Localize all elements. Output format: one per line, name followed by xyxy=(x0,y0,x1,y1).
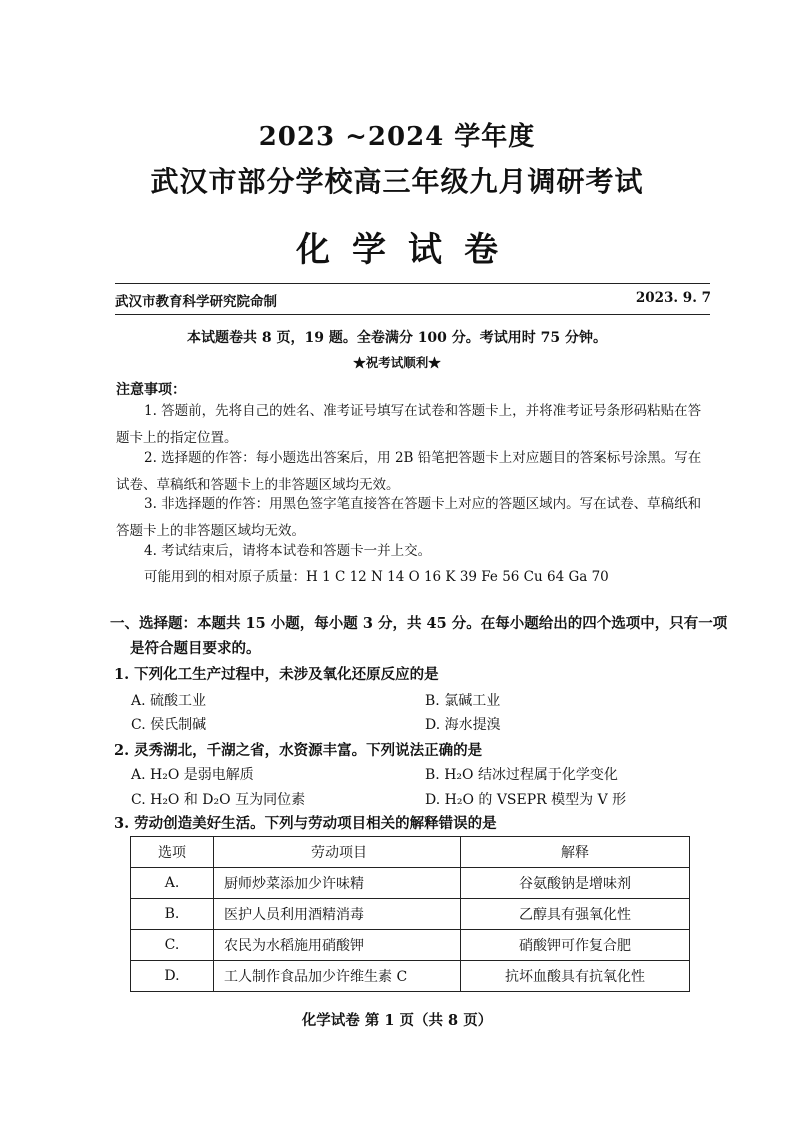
exam-date: 2023. 9. 7 xyxy=(635,290,711,306)
table-cell: B. xyxy=(131,899,214,930)
notes-title: 注意事项： xyxy=(116,382,186,398)
table-cell: 农民为水稻施用硝酸钾 xyxy=(214,930,461,961)
table-row xyxy=(131,961,690,992)
table-row xyxy=(131,930,690,961)
header-divider xyxy=(115,314,710,315)
table-cell: 工人制作食品加少许维生素 C xyxy=(214,961,461,992)
q1-option-b: B. 氯碱工业 xyxy=(425,693,501,709)
q1-option-a: A. 硫酸工业 xyxy=(131,693,207,709)
table-cell: C. xyxy=(131,930,214,961)
note-item: 4. 考试结束后，请将本试卷和答题卡一并上交。 xyxy=(144,543,432,559)
q2-option-a: A. H₂O 是弱电解质 xyxy=(131,767,254,783)
page-footer: 化学试卷 第 1 页（共 8 页） xyxy=(301,1012,493,1029)
exam-info: 本试题卷共 8 页，19 题。全卷满分 100 分。考试用时 75 分钟。 xyxy=(186,330,608,346)
table-cell: 抗坏血酸具有抗氧化性 xyxy=(461,961,690,992)
academic-year: 2023 ~2024 学年度 xyxy=(258,122,536,152)
table-header-cell: 劳动项目 xyxy=(214,837,461,868)
table-cell: 医护人员利用酒精消毒 xyxy=(214,899,461,930)
note-item: 3. 非选择题的作答：用黑色签字笔直接答在答题卡上对应的答题区域内。写在试卷、草稿纸和答题卡上的非答题区域均无效。 xyxy=(116,496,702,539)
table-cell: 谷氨酸钠是增味剂 xyxy=(461,868,690,899)
table-cell: A. xyxy=(131,868,214,899)
atomic-masses: 可能用到的相对原子质量：H 1 C 12 N 14 O 16 K 39 Fe 56 Cu 64 Ga 70 xyxy=(144,569,609,585)
table-cell: 硝酸钾可作复合肥 xyxy=(461,930,690,961)
issuer: 武汉市教育科学研究院命制 xyxy=(115,294,277,310)
q2-option-c: C. H₂O 和 D₂O 互为同位素 xyxy=(131,792,306,808)
question-1: 1. 下列化工生产过程中，未涉及氧化还原反应的是 xyxy=(114,666,439,683)
q2-option-b: B. H₂O 结冰过程属于化学变化 xyxy=(425,767,618,783)
note-item: 1. 答题前，先将自己的姓名、准考证号填写在试卷和答题卡上，并将准考证号条形码粘贴在答题卡上的指定位置。 xyxy=(116,403,702,446)
question-3: 3. 劳动创造美好生活。下列与劳动项目相关的解释错误的是 xyxy=(114,815,497,832)
note-item: 2. 选择题的作答：每小题选出答案后，用 2B 铅笔把答题卡上对应题目的答案标号涂黑。写在试卷、草稿纸和答题卡上的非答题区域均无效。 xyxy=(116,450,702,493)
exam-title: 武汉市部分学校高三年级九月调研考试 xyxy=(150,165,644,198)
table-cell: D. xyxy=(131,961,214,992)
good-luck-wish: ★祝考试顺利★ xyxy=(353,355,441,370)
q1-option-d: D. 海水提溴 xyxy=(425,717,501,733)
q2-option-d: D. H₂O 的 VSEPR 模型为 V 形 xyxy=(425,792,627,808)
table-header-cell: 选项 xyxy=(131,837,214,868)
top-divider xyxy=(115,283,710,284)
q3-table xyxy=(130,836,690,992)
table-cell: 乙醇具有强氧化性 xyxy=(461,899,690,930)
q1-option-c: C. 侯氏制碱 xyxy=(131,717,207,733)
table-row xyxy=(131,899,690,930)
table-header-cell: 解释 xyxy=(461,837,690,868)
table-row xyxy=(131,868,690,899)
section-heading: 一、选择题：本题共 15 小题，每小题 3 分，共 45 分。在每小题给出的四个选项中，只有一项是符合题目要求的。 xyxy=(110,615,728,657)
question-2: 2. 灵秀湖北，千湖之省，水资源丰富。下列说法正确的是 xyxy=(114,742,483,759)
table-cell: 厨师炒菜添加少许味精 xyxy=(214,868,461,899)
subject-title: 化学试卷 xyxy=(296,230,520,270)
table-header-row xyxy=(131,837,690,868)
